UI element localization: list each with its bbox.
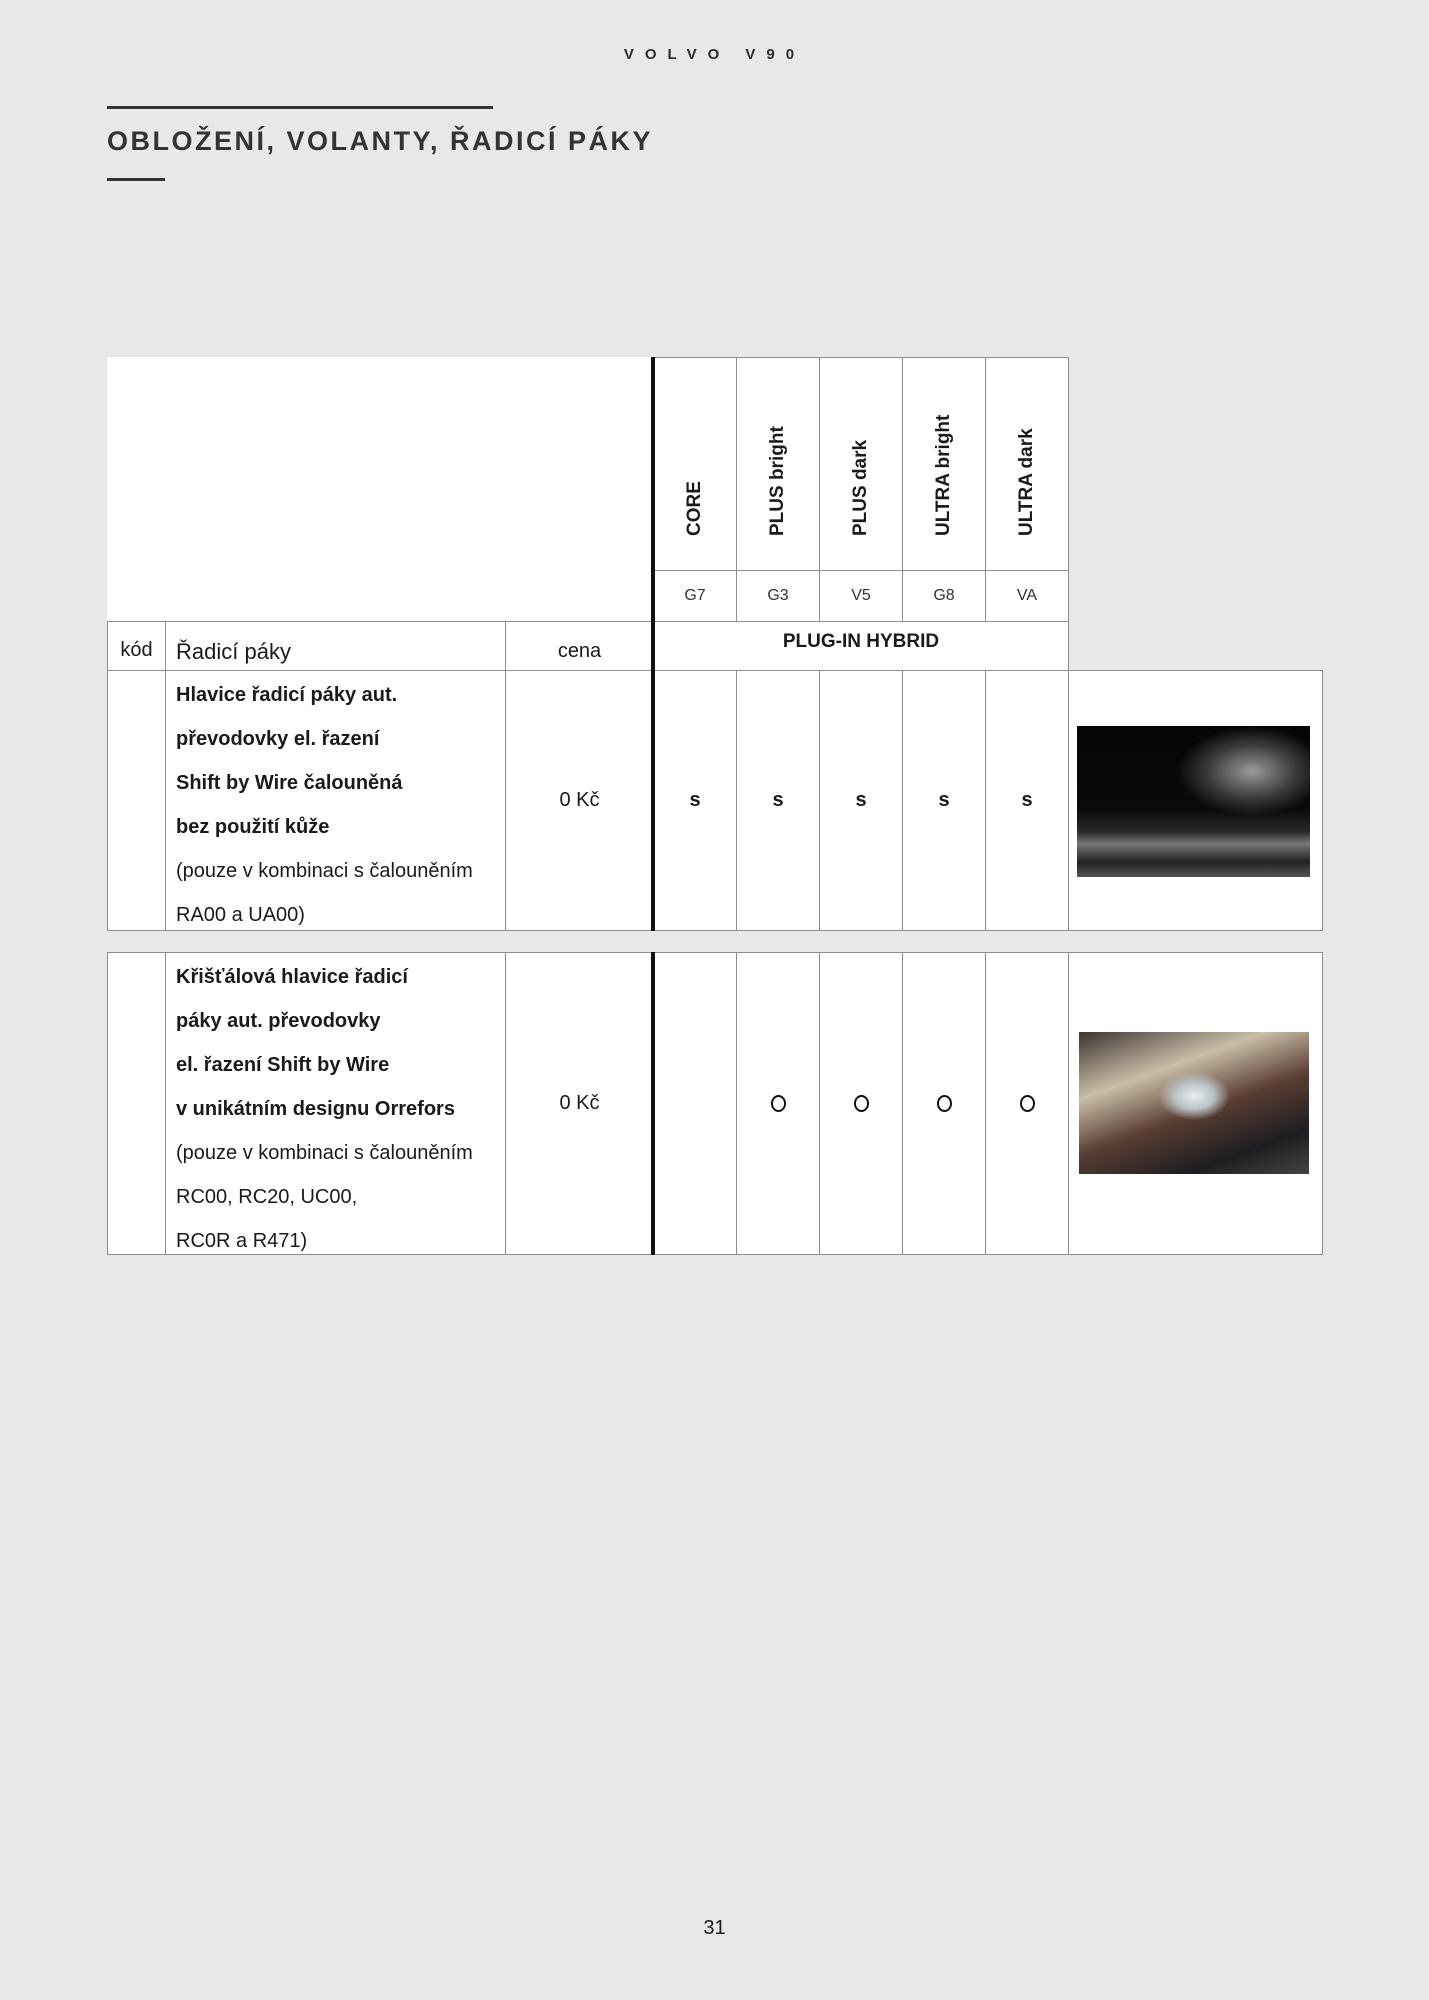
trim-header-0 — [653, 357, 737, 571]
header-blank — [107, 357, 654, 622]
trim-name: PLUS dark — [850, 439, 871, 536]
availability-cell — [819, 670, 903, 931]
note-line: RA00 a UA00) — [176, 904, 305, 926]
trim-code: V5 — [819, 570, 903, 622]
availability-cell — [902, 952, 986, 1255]
divider — [651, 357, 655, 671]
availability-cell — [653, 670, 737, 931]
trim-name: ULTRA bright — [933, 414, 954, 536]
row-description — [165, 952, 506, 1255]
trim-name: ULTRA dark — [1016, 428, 1037, 536]
row-code — [107, 952, 166, 1255]
name-line: Křišťálová hlavice řadicí — [176, 966, 408, 988]
col-header-name: Řadicí páky — [165, 621, 506, 671]
trim-code: G3 — [736, 570, 820, 622]
name-line: v unikátním designu Orrefors — [176, 1098, 455, 1120]
page-number: 31 — [703, 1917, 726, 1939]
optional-circle-icon — [937, 1095, 952, 1112]
note-line: (pouze v kombinaci s čalouněním — [176, 1142, 473, 1164]
title-rule-bottom — [107, 178, 165, 181]
trim-name: PLUS bright — [767, 426, 788, 536]
standard-mark: s — [1021, 789, 1033, 811]
trim-name: CORE — [684, 481, 705, 536]
availability-cell — [736, 952, 820, 1255]
availability-cell — [736, 670, 820, 931]
standard-mark: s — [772, 789, 784, 811]
name-line: Shift by Wire čalouněná — [176, 772, 403, 794]
row-code — [107, 670, 166, 931]
note-line: (pouze v kombinaci s čalouněním — [176, 860, 473, 882]
optional-circle-icon — [854, 1095, 869, 1112]
trim-code: G7 — [653, 570, 737, 622]
col-header-kod: kód — [107, 621, 166, 671]
optional-circle-icon — [771, 1095, 786, 1112]
page-title: OBLOŽENÍ, VOLANTY, ŘADICÍ PÁKY — [107, 126, 654, 156]
standard-mark: s — [938, 789, 950, 811]
trim-header-3 — [902, 357, 986, 571]
row-price: 0 Kč — [505, 952, 654, 1255]
availability-cell — [985, 952, 1069, 1255]
crystal-shift-knob-photo — [1079, 1032, 1309, 1174]
availability-cell — [653, 952, 737, 1255]
trim-header-1 — [736, 357, 820, 571]
brand-label: VOLVO V90 — [623, 46, 806, 63]
name-line: bez použití kůže — [176, 816, 330, 838]
dark-shift-knob-photo — [1077, 726, 1310, 877]
availability-cell — [819, 952, 903, 1255]
availability-cell — [902, 670, 986, 931]
availability-cell — [985, 670, 1069, 931]
name-line: páky aut. převodovky — [176, 1010, 381, 1032]
title-rule-top — [107, 106, 493, 109]
trim-code: G8 — [902, 570, 986, 622]
row-price: 0 Kč — [505, 670, 654, 931]
row-description — [165, 670, 506, 931]
name-line: Hlavice řadicí páky aut. — [176, 684, 398, 706]
powertrain-header: PLUG-IN HYBRID — [653, 621, 1069, 671]
standard-mark: s — [689, 789, 701, 811]
standard-mark: s — [855, 789, 867, 811]
trim-header-2 — [819, 357, 903, 571]
note-line: RC0R a R471) — [176, 1230, 308, 1252]
note-line: RC00, RC20, UC00, — [176, 1186, 358, 1208]
trim-code: VA — [985, 570, 1069, 622]
name-line: el. řazení Shift by Wire — [176, 1054, 390, 1076]
trim-header-4 — [985, 357, 1069, 571]
divider — [651, 952, 655, 1255]
name-line: převodovky el. řazení — [176, 728, 380, 750]
optional-circle-icon — [1020, 1095, 1035, 1112]
divider — [651, 670, 655, 931]
col-header-price: cena — [505, 621, 654, 671]
